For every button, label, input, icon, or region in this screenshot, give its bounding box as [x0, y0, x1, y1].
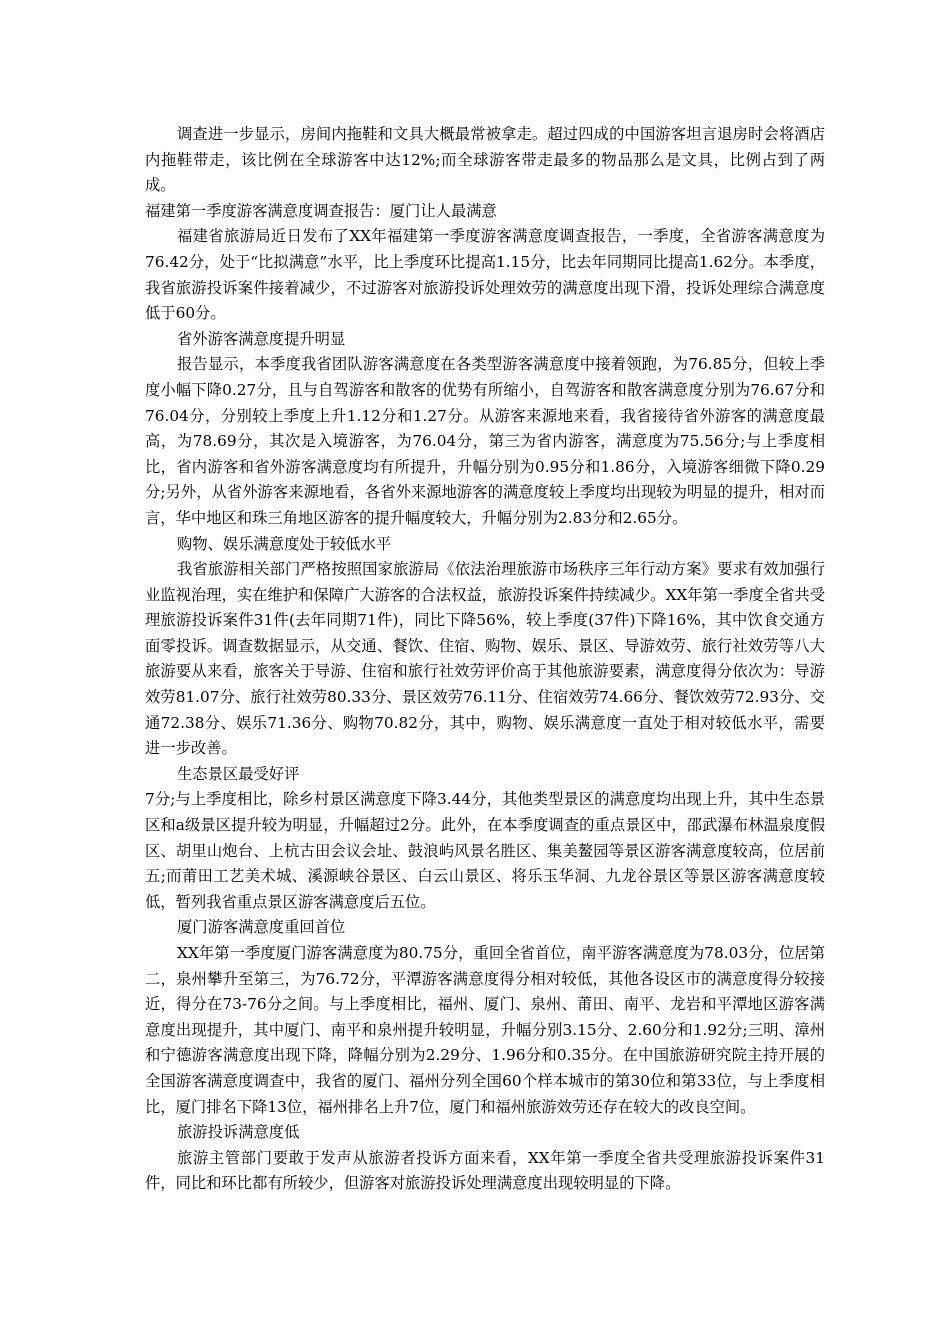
section-heading: 厦门游客满意度重回首位: [177, 918, 346, 937]
paragraph: 报告显示，本季度我省团队游客满意度在各类型游客满意度中接着领跑，为76.85分，但较上季度小幅下降0.27分，且与自驾游客和散客的优势有所缩小，自驾游客和散客满意度分别为76.67分和76.04分，分别较上季度上升1.12分和1.27分。从游客来源地来看，我省接待省外游客的满意度最高，为78.69分，其次是入境游客，为76.04分，第三为省内游客，满意度为75.56分;与上季度相比，省内游客和省外游客满意度均有所提升，升幅分别为0.95分和1.86分，入境游客细微下降0.29分;另外，从省外游客来源地看，各省外来源地游客的满意度较上季度均出现较为明显的提升，相对而言，华中地区和珠三角地区游客的提升幅度较大，升幅分别为2.83分和2.65分。: [145, 355, 826, 527]
paragraph: 福建省旅游局近日发布了XX年福建第一季度游客满意度调查报告，一季度，全省游客满意度为76.42分，处于“比拟满意”水平，比上季度环比提高1.15分，比去年同期同比提高1.62分。本季度，我省旅游投诉案件接着减少，不过游客对旅游投诉处理效劳的满意度出现下滑，投诉处理综合满意度低于60分。: [145, 227, 825, 323]
section-heading: 生态景区最受好评: [177, 764, 300, 783]
section-heading: 购物、娱乐满意度处于较低水平: [177, 534, 392, 553]
paragraph: 调查进一步显示，房间内拖鞋和文具大概最常被拿走。超过四成的中国游客坦言退房时会将酒店内拖鞋带走，该比例在全球游客中达12%;而全球游客带走最多的物品那么是文具，比例占到了两成。: [145, 125, 825, 195]
section-heading: 旅游投诉满意度低: [177, 1123, 300, 1142]
paragraph: XX年第一季度厦门游客满意度为80.75分，重回全省首位，南平游客满意度为78.03分，位居第二，泉州攀升至第三，为76.72分，平潭游客满意度得分相对较低，其他各设区市的满意度得分较接近，得分在73-76分之间。与上季度相比，福州、厦门、泉州、莆田、南平、龙岩和平潭地区游客满意度出现提升，其中厦门、南平和泉州提升较明显，升幅分别3.15分、2.60分和1.92分;三明、漳州和宁德游客满意度出现下降，降幅分别为2.29分、1.96分和0.35分。在中国旅游研究院主持开展的全国游客满意度调查中，我省的厦门、福州分列全国60个样本城市的第30位和第33位，与上季度相比，厦门排名下降13位，福州排名上升7位，厦门和福州旅游效劳还存在较大的改良空间。: [145, 944, 825, 1116]
paragraph: 7分;与上季度相比，除乡村景区满意度下降3.44分，其他类型景区的满意度均出现上升，其中生态景区和a级景区提升较为明显，升幅超过2分。此外，在本季度调查的重点景区中，邵武瀑布林温泉度假区、胡里山炮台、上杭古田会议会址、鼓浪屿风景名胜区、集美鳌园等景区游客满意度较高，位居前五;而莆田工艺美术城、溪源峡谷景区、白云山景区、将乐玉华洞、九龙谷景区等景区游客满意度较低，暂列我省重点景区游客满意度后五位。: [145, 790, 825, 911]
document-body: [145, 122, 825, 1197]
article-title: 福建第一季度游客满意度调查报告：厦门让人最满意: [145, 201, 497, 220]
section-heading: 省外游客满意度提升明显: [177, 329, 346, 348]
paragraph: 我省旅游相关部门严格按照国家旅游局《依法治理旅游市场秩序三年行动方案》要求有效加强行业监视治理，实在维护和保障广大游客的合法权益，旅游投诉案件持续减少。XX年第一季度全省共受理旅游投诉案件31件(去年同期71件)，同比下降56%，较上季度(37件)下降16%，其中饮食交通方面零投诉。调查数据显示，从交通、餐饮、住宿、购物、娱乐、景区、导游效劳、旅行社效劳等八大旅游要从来看，旅客关于导游、住宿和旅行社效劳评价高于其他旅游要素，满意度得分依次为：导游效劳81.07分、旅行社效劳80.33分、景区效劳76.11分、住宿效劳74.66分、餐饮效劳72.93分、交通72.38分、娱乐71.36分、购物70.82分，其中，购物、娱乐满意度一直处于相对较低水平，需要进一步改善。: [145, 560, 825, 758]
paragraph: 旅游主管部门要敢于发声从旅游者投诉方面来看，XX年第一季度全省共受理旅游投诉案件31件，同比和环比都有所较少，但游客对旅游投诉处理满意度出现较明显的下降。: [145, 1148, 825, 1193]
